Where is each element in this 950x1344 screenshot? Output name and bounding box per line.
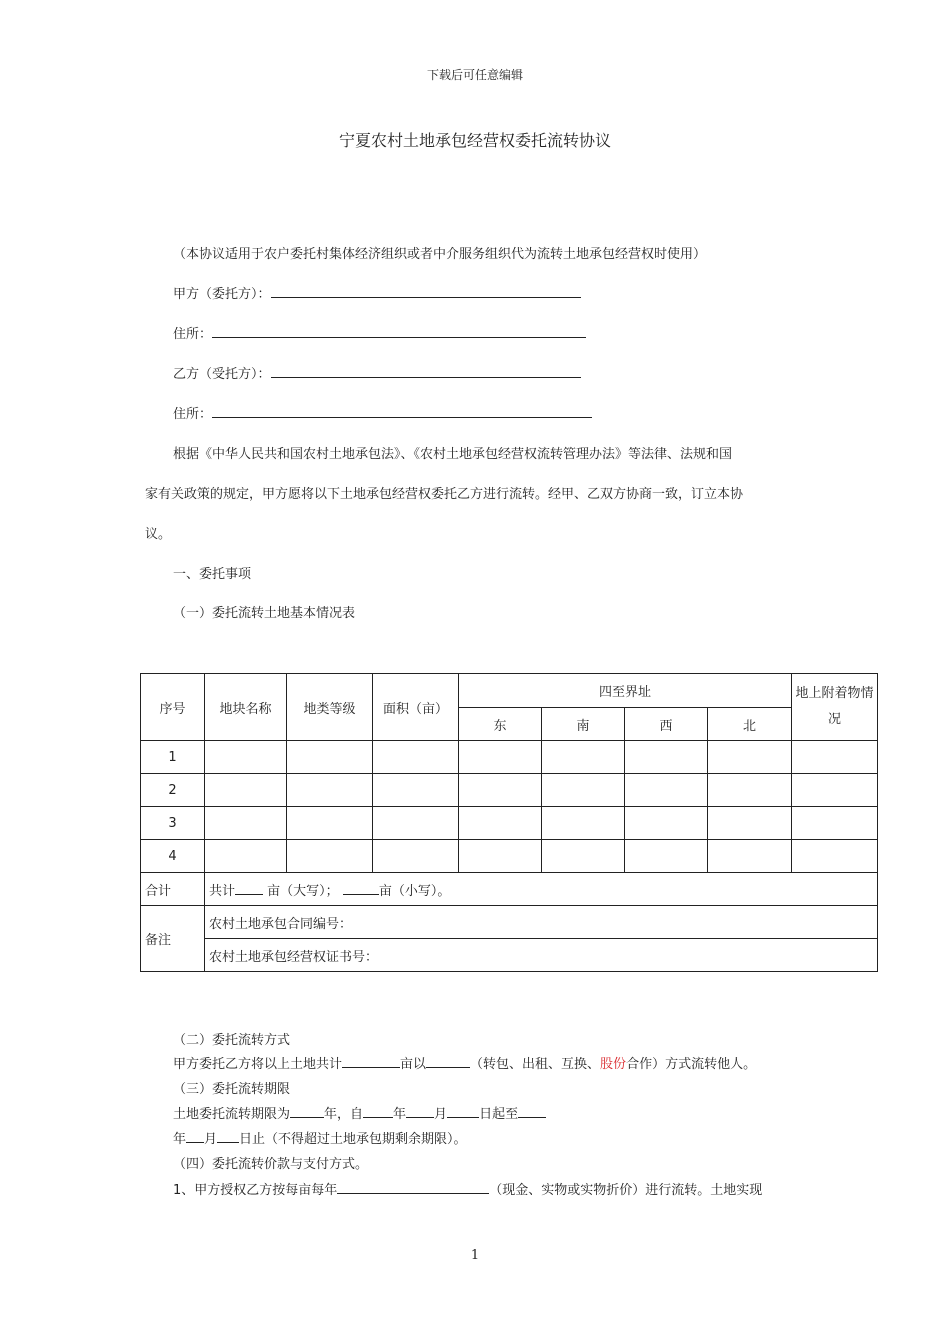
payment-text-b: （现金、实物或实物折价）进行流转。土地实现 [489,1183,763,1198]
address-b-line [173,403,592,422]
address-a-blank[interactable] [212,325,586,338]
table-cell[interactable] [792,807,878,840]
table-cell[interactable] [708,807,792,840]
term-start-month-blank[interactable] [406,1105,434,1118]
header-land-grade: 地类等级 [287,674,373,741]
term-text-b: 年，自 [324,1107,364,1122]
table-cell[interactable] [373,807,459,840]
term2-text-c: 日止（不得超过土地承包期剩余期限）。 [239,1132,467,1147]
table-cell[interactable] [287,807,373,840]
para1-line1: 根据《中华人民共和国农村土地承包法》、《农村土地承包经营权流转管理办法》等法律、法规和国 [173,447,733,462]
header-north: 北 [708,708,792,741]
remark-label: 备注 [141,906,205,972]
term-years-blank[interactable] [290,1105,324,1118]
address-b-blank[interactable] [212,405,592,418]
table-cell[interactable] [792,840,878,873]
remark-certificate-no[interactable]: 农村土地承包经营权证书号： [205,939,878,972]
table-cell[interactable] [459,774,542,807]
address-a-label: 住所： [173,327,213,342]
table-cell[interactable] [625,840,708,873]
method-text-a: 甲方委托乙方将以上土地共计 [173,1057,343,1072]
term-text-c: 年 [393,1107,407,1122]
section1-heading: 一、委托事项 [173,567,252,582]
table-cell[interactable] [792,774,878,807]
payment-amount-blank[interactable] [337,1181,489,1194]
table-cell[interactable] [205,774,287,807]
table-cell[interactable] [205,807,287,840]
row-seq: 3 [141,807,205,840]
term-text-e: 日起至 [479,1107,519,1122]
table-cell[interactable] [625,774,708,807]
method-type-blank[interactable] [426,1055,470,1068]
header-boundaries: 四至界址 [459,674,792,708]
total-label: 合计 [141,873,205,906]
total-row [141,873,878,906]
table-row [141,774,878,807]
term-start-year-blank[interactable] [363,1105,393,1118]
table-cell[interactable] [287,741,373,774]
table-cell[interactable] [373,840,459,873]
party-a-line [173,283,581,302]
party-b-label: 乙方（受托方）： [173,367,271,382]
term-line1 [173,1103,546,1122]
term-text-a: 土地委托流转期限为 [173,1107,291,1122]
term-start-day-blank[interactable] [447,1105,479,1118]
table-cell[interactable] [708,741,792,774]
term-end-day-blank[interactable] [217,1130,239,1143]
method-text-b: 亩以 [400,1057,427,1072]
subsection4-heading: （四）委托流转价款与支付方式。 [173,1157,369,1172]
table-cell[interactable] [287,774,373,807]
para1-line3: 议。 [145,527,172,542]
table-cell[interactable] [625,807,708,840]
row-seq: 2 [141,774,205,807]
table-cell[interactable] [708,774,792,807]
address-b-label: 住所： [173,407,213,422]
total-lowercase-blank[interactable] [343,882,379,895]
table-row [141,840,878,873]
row-seq: 4 [141,840,205,873]
header-south: 南 [542,708,625,741]
page-number: 1 [470,1248,480,1263]
method-text-red: 股份 [600,1057,627,1072]
party-a-label: 甲方（委托方）： [173,287,271,302]
table-cell[interactable] [792,741,878,774]
row-seq: 1 [141,741,205,774]
address-a-line [173,323,586,342]
header-area: 面积（亩） [373,674,459,741]
method-area-blank[interactable] [342,1055,400,1068]
table-row [141,807,878,840]
table-cell[interactable] [373,774,459,807]
party-a-blank[interactable] [271,285,581,298]
page-header: 下载后可任意编辑 [426,68,523,82]
total-value [205,873,878,906]
party-b-line [173,363,581,382]
table-cell[interactable] [459,807,542,840]
table-cell[interactable] [542,774,625,807]
subsection1-heading: （一）委托流转土地基本情况表 [173,606,356,621]
table-cell[interactable] [459,840,542,873]
table-cell[interactable] [459,741,542,774]
subsection2-heading: （二）委托流转方式 [173,1033,291,1048]
method-text-d: 合作）方式流转他人。 [626,1057,757,1072]
header-east: 东 [459,708,542,741]
total-uppercase-blank[interactable] [235,882,263,895]
party-b-blank[interactable] [271,365,581,378]
table-cell[interactable] [205,741,287,774]
table-cell[interactable] [625,741,708,774]
header-attachments: 地上附着物情况 [792,674,878,741]
table-cell[interactable] [205,840,287,873]
table-cell[interactable] [373,741,459,774]
method-line [173,1053,756,1072]
total-text-a: 共计 [209,883,236,899]
payment-text-a: 、甲方授权乙方按每亩每年 [181,1183,338,1198]
table-cell[interactable] [287,840,373,873]
term2-text-b: 月 [204,1132,218,1147]
term2-text-a: 年 [173,1132,187,1147]
table-cell[interactable] [542,840,625,873]
document-title: 宁夏农村土地承包经营权委托流转协议 [338,131,611,150]
header-west: 西 [625,708,708,741]
table-cell[interactable] [542,807,625,840]
term-end-month-blank[interactable] [186,1130,204,1143]
payment-number: 1 [173,1183,182,1198]
subsection3-heading: （三）委托流转期限 [173,1082,291,1097]
remark-contract-no[interactable]: 农村土地承包合同编号： [205,906,878,939]
header-plot-name: 地块名称 [205,674,287,741]
payment-line [173,1179,762,1198]
table-row [141,741,878,774]
land-info-table [140,673,878,972]
table-cell[interactable] [708,840,792,873]
total-text-b: 亩（大写）； [267,883,339,899]
table-cell[interactable] [542,741,625,774]
para1-line2: 家有关政策的规定，甲方愿将以下土地承包经营权委托乙方进行流转。经甲、乙双方协商一致，订立本协 [145,487,744,502]
total-text-c: 亩（小写）。 [378,883,451,899]
header-seq: 序号 [141,674,205,741]
term-end-year-blank[interactable] [518,1105,546,1118]
usage-note: （本协议适用于农户委托村集体经济组织或者中介服务组织代为流转土地承包经营权时使用） [173,247,707,262]
method-text-c: （转包、出租、互换、 [470,1057,601,1072]
term-text-d: 月 [434,1107,448,1122]
term-line2 [173,1128,467,1147]
